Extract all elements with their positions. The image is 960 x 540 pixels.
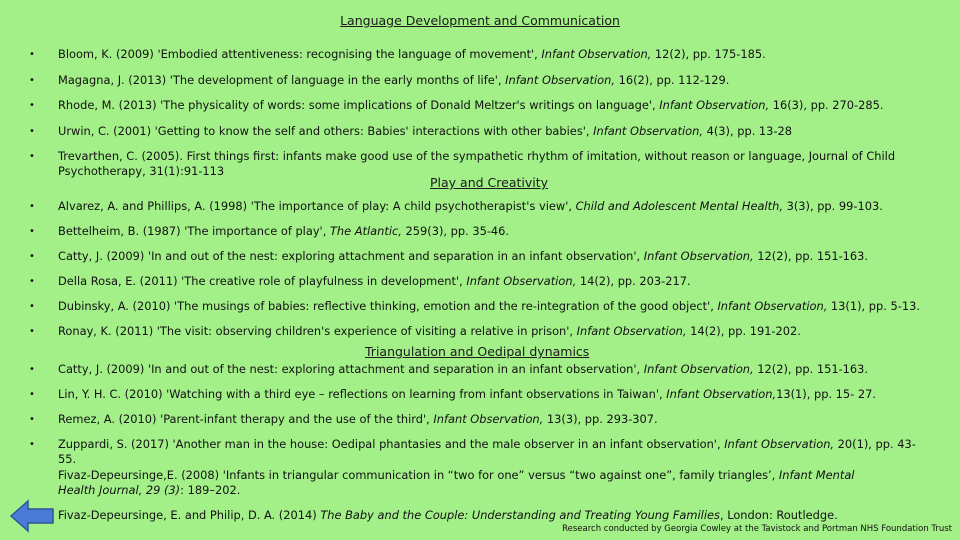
bullet-icon: • xyxy=(29,414,35,425)
reference-item: Fivaz-Depeursinge, E. and Philip, D. A. (2014) The Baby and the Couple: Understanding and Treating Young Families, London: Routledge. xyxy=(58,508,838,522)
bullet-icon: • xyxy=(29,364,35,375)
reference-item: • Ronay, K. (2011) 'The visit: observing children's experience of visiting a relative in prison', Infant Observation, 14(2), pp. 191-202. xyxy=(29,324,801,338)
reference-item: Fivaz-Depeursinge,E. (2008) 'Infants in triangular communication in “two for one” versus “two against one”, family triangles’, Infant Mental Health Journal, 29 (3): 189–202. xyxy=(58,468,855,497)
bullet-icon: • xyxy=(29,389,35,400)
back-arrow-icon xyxy=(11,501,53,531)
back-arrow-button[interactable] xyxy=(10,499,54,533)
bullet-icon: • xyxy=(29,276,35,287)
heading-play: Play and Creativity xyxy=(430,175,549,190)
bullet-icon: • xyxy=(29,251,35,262)
reference-item: • Rhode, M. (2013) 'The physicality of words: some implications of Donald Meltzer's writings on language', Infant Observation, 16(3), pp. 270-285. xyxy=(29,98,884,112)
heading-triangulation: Triangulation and Oedipal dynamics xyxy=(365,344,590,359)
bullet-icon: • xyxy=(29,126,35,137)
bullet-icon: • xyxy=(29,301,35,312)
bullet-icon: • xyxy=(29,100,35,111)
reference-item: • Alvarez, A. and Phillips, A. (1998) 'The importance of play: A child psychotherapist's view', Child and Adolescent Mental Health, 3(3), pp. 99-103. xyxy=(29,199,883,213)
bullet-icon: • xyxy=(29,439,35,450)
reference-item: • Magagna, J. (2013) 'The development of language in the early months of life', Infant Observation, 16(2), pp. 112-129. xyxy=(29,73,730,87)
reference-item: • Lin, Y. H. C. (2010) 'Watching with a third eye – reflections on learning from infant observations in Taiwan', Infant Observation,13(1), pp. 15- 27. xyxy=(29,387,877,401)
bullet-icon: • xyxy=(29,151,35,162)
reference-item: • Zuppardi, S. (2017) 'Another man in the house: Oedipal phantasies and the male observer in an infant observation', Infant Observation, 20(1), pp. 43-55. xyxy=(29,437,916,466)
reference-item: • Bettelheim, B. (1987) 'The importance of play', The Atlantic, 259(3), pp. 35-46. xyxy=(29,224,510,238)
reference-item: • Della Rosa, E. (2011) 'The creative role of playfulness in development', Infant Observation, 14(2), pp. 203-217. xyxy=(29,274,691,288)
reference-item: • Catty, J. (2009) 'In and out of the nest: exploring attachment and separation in an infant observation', Infant Observation, 12(2), pp. 151-163. xyxy=(29,362,869,376)
reference-item: • Dubinsky, A. (2010) 'The musings of babies: reflective thinking, emotion and the re-integration of the good object', Infant Observation, 13(1), pp. 5-13. xyxy=(29,299,920,313)
reference-item: • Remez, A. (2010) 'Parent-infant therapy and the use of the third', Infant Observation, 13(3), pp. 293-307. xyxy=(29,412,658,426)
reference-item: • Catty, J. (2009) 'In and out of the nest: exploring attachment and separation in an infant observation', Infant Observation, 12(2), pp. 151-163. xyxy=(29,249,869,263)
reference-item: • Urwin, C. (2001) 'Getting to know the self and others: Babies' interactions with other babies', Infant Observation, 4(3), pp. 13-28 xyxy=(29,124,793,138)
reference-item: • Trevarthen, C. (2005). First things first: infants make good use of the sympathetic rhythm of imitation, without reason or language, Journal of Child Psychotherapy, 31(1):91-113 xyxy=(29,149,896,178)
bullet-icon: • xyxy=(29,75,35,86)
footer-credit: Research conducted by Georgia Cowley at the Tavistock and Portman NHS Foundation Trust xyxy=(562,524,952,534)
heading-language: Language Development and Communication xyxy=(340,13,620,28)
bullet-icon: • xyxy=(29,201,35,212)
reference-item: • Bloom, K. (2009) 'Embodied attentiveness: recognising the language of movement', Infant Observation, 12(2), pp. 175-185. xyxy=(29,47,766,61)
bullet-icon: • xyxy=(29,326,35,337)
bullet-icon: • xyxy=(29,49,35,60)
bullet-icon: • xyxy=(29,226,35,237)
